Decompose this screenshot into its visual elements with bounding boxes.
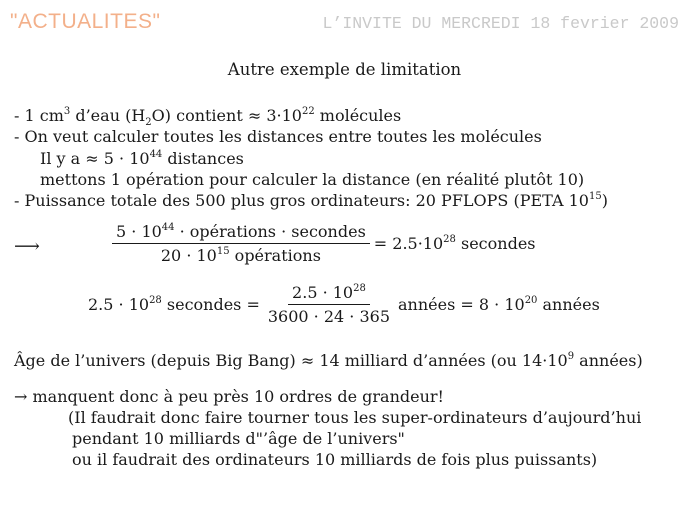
exponent: 3 <box>63 106 71 117</box>
text-seg: O) contient ≈ 3·10 <box>151 106 302 125</box>
equation-result <box>398 295 600 314</box>
text-seg: 5 · 10 <box>116 222 162 241</box>
line-compute-distances: - On veut calculer toutes les distances entre toutes les molécules <box>14 127 542 146</box>
exponent: 15 <box>216 246 230 257</box>
equation-years <box>88 283 600 326</box>
equation-result <box>374 234 536 253</box>
exponent: 15 <box>588 191 602 202</box>
text-seg: 2.5 · 10 <box>292 283 354 302</box>
slide-title: Autre exemple de limitation <box>227 60 462 79</box>
text-seg: ) <box>601 191 608 210</box>
text-seg: années) <box>574 351 643 370</box>
line-universe-age <box>14 351 643 370</box>
text-seg: 2.5 · 10 <box>88 295 150 314</box>
line-one-operation: mettons 1 opération pour calculer la distance (en réalité plutôt 10) <box>40 170 585 189</box>
long-right-arrow-icon: ⟶ <box>14 236 40 257</box>
text-seg: Il y a ≈ 5 · 10 <box>40 149 150 168</box>
line-missing-orders: → manquent donc à peu près 10 ordres de grandeur! <box>14 387 444 406</box>
fraction-denominator <box>157 244 325 265</box>
text-seg: - Puissance totale des 500 plus gros ordinateurs: 20 PFLOPS (PETA 10 <box>14 191 589 210</box>
fraction-seconds-per-year <box>264 283 394 326</box>
equation-seconds <box>108 222 536 265</box>
fraction-denominator: 3600 · 24 · 365 <box>267 307 391 326</box>
text-seg: années = 8 · 10 <box>398 295 525 314</box>
exponent: 28 <box>149 295 162 306</box>
line-during-ages: pendant 10 milliards d"’âge de l’univers" <box>72 429 405 448</box>
exponent: 22 <box>301 106 315 117</box>
exponent: 44 <box>149 149 163 160</box>
text-seg: molécules <box>314 106 402 125</box>
fraction-numerator <box>112 222 370 244</box>
slide-header <box>10 10 679 40</box>
exponent: 20 <box>524 295 538 306</box>
line-would-need: (Il faudrait donc faire tourner tous les super-ordinateurs d’aujourd’hui <box>68 408 642 427</box>
line-total-power <box>14 191 608 210</box>
text-seg: secondes <box>455 234 536 253</box>
exponent: 28 <box>353 283 366 294</box>
text-seg: années <box>537 295 600 314</box>
line-distance-count <box>40 149 244 168</box>
text-seg: d’eau (H <box>70 106 146 125</box>
text-seg: · opérations · secondes <box>174 222 366 241</box>
text-seg: 20 · 10 <box>160 246 217 265</box>
text-seg: secondes = <box>161 295 260 314</box>
fraction-operations <box>112 222 370 265</box>
text-seg: opérations <box>229 246 321 265</box>
brand-title: "ACTUALITES" <box>10 10 161 33</box>
header-subtitle: L’INVITE DU MERCREDI 18 fevrier 2009 <box>322 14 679 33</box>
exponent: 44 <box>161 222 175 233</box>
text-seg: distances <box>162 149 244 168</box>
equation-lhs <box>88 295 260 314</box>
text-seg: - 1 cm <box>14 106 64 125</box>
exponent: 28 <box>443 234 456 245</box>
line-water-molecules <box>14 106 402 128</box>
exponent: 9 <box>567 351 575 362</box>
subscript: 2 <box>145 117 152 128</box>
text-seg: Âge de l’univers (depuis Big Bang) ≈ 14 milliard d’années (ou 14·10 <box>14 351 568 370</box>
line-more-powerful: ou il faudrait des ordinateurs 10 milliards de fois plus puissants) <box>72 450 598 469</box>
fraction-numerator <box>288 283 370 305</box>
text-seg: = 2.5·10 <box>373 234 444 253</box>
